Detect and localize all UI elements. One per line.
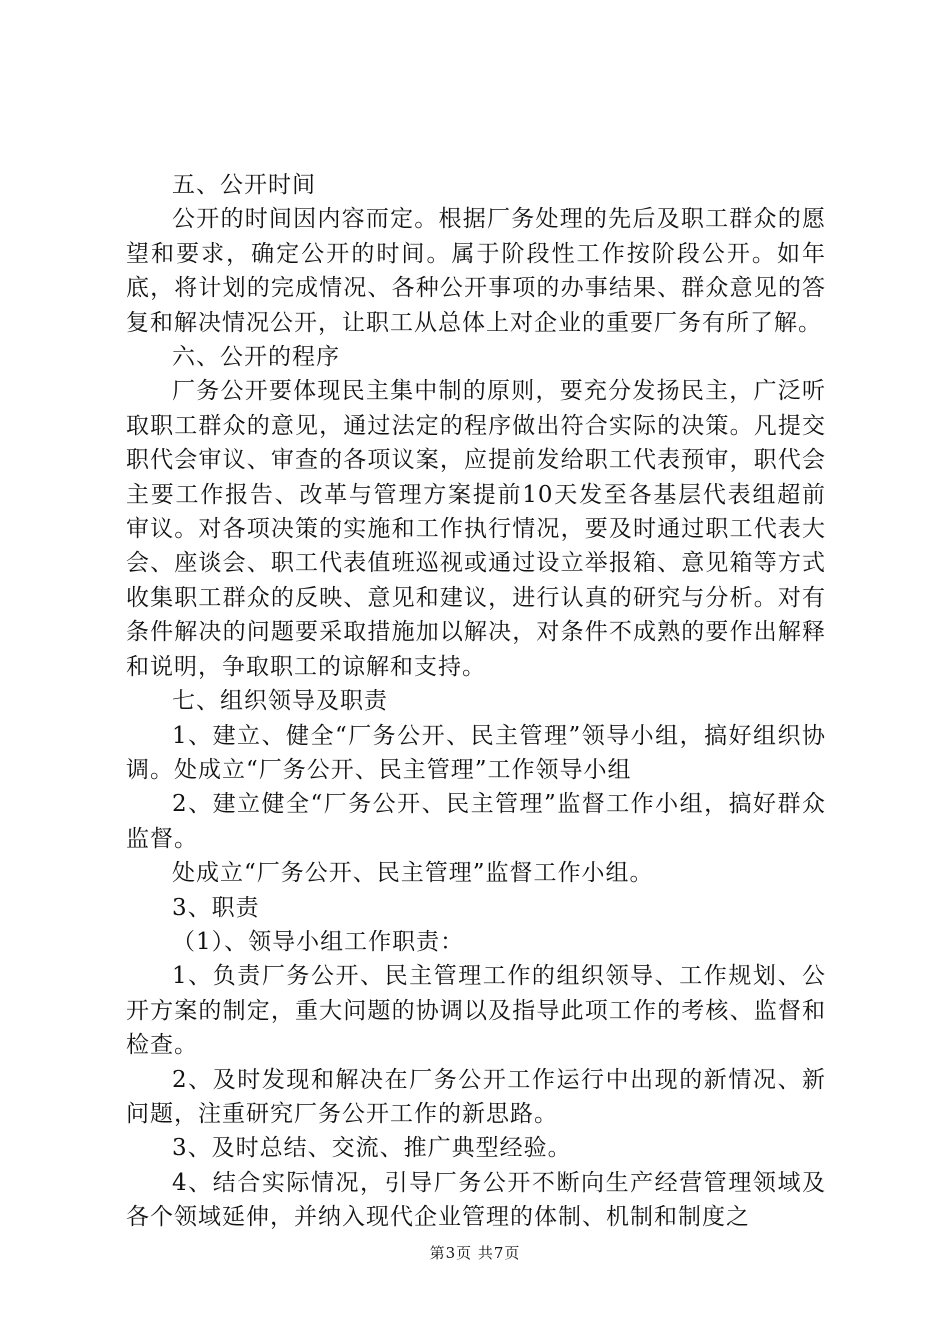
list-item-duty-3: 3、及时总结、交流、推广典型经验。 bbox=[172, 1135, 572, 1162]
paragraph-disclosure-time: 公开的时间因内容而定。根据厂务处理的先后及职工群众的愿望和要求，确定公开的时间。属于阶段性工作按阶段公开。如年底，将计划的完成情况、各种公开事项的办事结果、群众意见的答复和解决情况公开，让职工从总体上对企业的重要厂务有所了解。 bbox=[126, 206, 826, 336]
section-heading-organization: 七、组织领导及职责 bbox=[172, 688, 388, 715]
document-body bbox=[126, 168, 826, 1235]
paragraph-disclosure-procedure: 厂务公开要体现民主集中制的原则，要充分发扬民主，广泛听取职工群众的意见，通过法定的程序做出符合实际的决策。凡提交职代会审议、审查的各项议案，应提前发给职工代表预审，职代会主要工作报告、改革与管理方案提前10天发至各基层代表组超前审议。对各项决策的实施和工作执行情况，要及时通过职工代表大会、座谈会、职工代表值班巡视或通过设立举报箱、意见箱等方式收集职工群众的反映、意见和建议，进行认真的研究与分析。对有条件解决的问题要采取措施加以解决，对条件不成熟的要作出解释和说明，争取职工的谅解和支持。 bbox=[126, 378, 826, 680]
subheading-duties: 3、职责 bbox=[172, 894, 260, 921]
page-number-footer: 第3页 共7页 bbox=[429, 1244, 521, 1262]
list-item-duty-1: 1、负责厂务公开、民主管理工作的组织领导、工作规划、公开方案的制定，重大问题的协调以及指导此项工作的考核、监督和检查。 bbox=[126, 963, 826, 1059]
paragraph-leadership-group: 1、建立、健全“厂务公开、民主管理”领导小组，搞好组织协调。处成立“厂务公开、民主管理”工作领导小组 bbox=[126, 722, 826, 783]
list-item-duty-4: 4、结合实际情况，引导厂务公开不断向生产经营管理领域及各个领域延伸，并纳入现代企业管理的体制、机制和制度之 bbox=[126, 1169, 826, 1231]
section-heading-disclosure-time: 五、公开时间 bbox=[172, 172, 316, 198]
list-item-duty-2: 2、及时发现和解决在厂务公开工作运行中出现的新情况、新问题，注重研究厂务公开工作的新思路。 bbox=[126, 1066, 826, 1127]
paragraph-supervision-group: 2、建立健全“厂务公开、民主管理”监督工作小组，搞好群众监督。 bbox=[126, 791, 826, 852]
subheading-leadership-duties: （1）、领导小组工作职责： bbox=[172, 928, 465, 955]
section-heading-disclosure-procedure: 六、公开的程序 bbox=[172, 344, 340, 371]
paragraph-supervision-group-established: 处成立“厂务公开、民主管理”监督工作小组。 bbox=[172, 860, 654, 887]
